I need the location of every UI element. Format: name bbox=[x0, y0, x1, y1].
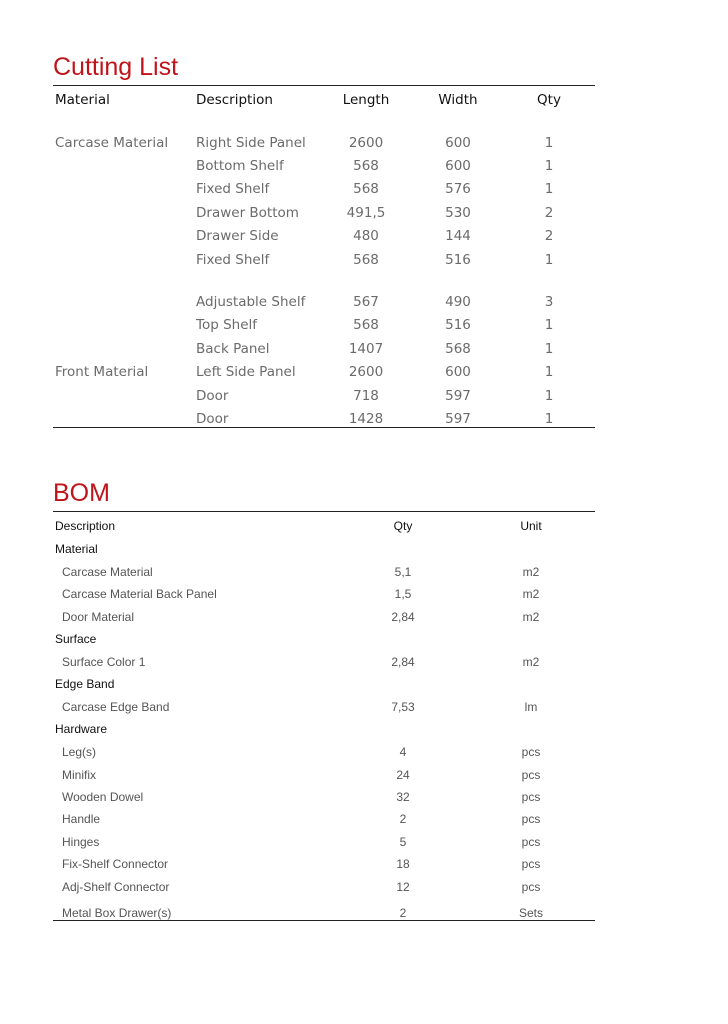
bom-cell-qty: 12 bbox=[396, 880, 410, 894]
bom-item-row bbox=[53, 808, 595, 830]
cell-length: 568 bbox=[353, 181, 379, 197]
bom-cell-unit: pcs bbox=[521, 812, 541, 826]
bom-cell-unit: lm bbox=[524, 700, 538, 714]
cell-width: 576 bbox=[445, 181, 471, 197]
cell-length: 568 bbox=[353, 252, 379, 268]
cell-width: 490 bbox=[445, 294, 471, 310]
cell-width: 516 bbox=[445, 317, 471, 333]
header-description: Description bbox=[196, 92, 273, 108]
table-row bbox=[53, 178, 595, 201]
cell-width: 600 bbox=[445, 364, 471, 380]
cell-description: Bottom Shelf bbox=[196, 158, 284, 174]
bom-cell-description: Leg(s) bbox=[62, 745, 97, 759]
bom-title: BOM bbox=[53, 479, 110, 507]
cell-width: 597 bbox=[445, 388, 471, 404]
bom-top-rule bbox=[53, 511, 595, 512]
bom-header-qty: Qty bbox=[393, 519, 413, 533]
bom-cell-unit: pcs bbox=[521, 768, 541, 782]
bom-cell-unit: Sets bbox=[518, 906, 543, 920]
bom-category-row bbox=[53, 718, 595, 740]
cell-qty: 1 bbox=[544, 388, 554, 404]
cell-description: Drawer Bottom bbox=[196, 205, 299, 221]
cell-length: 568 bbox=[353, 317, 379, 333]
header-material: Material bbox=[55, 92, 110, 108]
bom-cell-qty: 5,1 bbox=[394, 565, 412, 579]
cell-length: 1407 bbox=[348, 341, 384, 357]
bom-cell-qty: 2,84 bbox=[391, 655, 415, 669]
cell-description: Door bbox=[196, 411, 229, 427]
bom-item-row bbox=[53, 583, 595, 605]
cell-width: 568 bbox=[445, 341, 471, 357]
bom-cell-unit: pcs bbox=[521, 745, 541, 759]
cell-qty: 1 bbox=[544, 411, 554, 427]
bom-cell-description: Wooden Dowel bbox=[62, 790, 144, 804]
cutting-list-header bbox=[53, 89, 595, 112]
bom-cell-unit: pcs bbox=[521, 790, 541, 804]
cell-qty: 1 bbox=[544, 364, 554, 380]
cell-width: 600 bbox=[445, 135, 471, 151]
bom-cell-description: Adj-Shelf Connector bbox=[62, 880, 170, 894]
cell-qty: 2 bbox=[544, 205, 554, 221]
bom-cell-unit: m2 bbox=[522, 587, 540, 601]
cell-length: 2600 bbox=[348, 135, 384, 151]
bom-item-row bbox=[53, 561, 595, 583]
cutting-list-title: Cutting List bbox=[53, 53, 179, 81]
cell-length: 718 bbox=[353, 388, 379, 404]
bom-cell-description: Carcase Edge Band bbox=[62, 700, 170, 714]
cell-qty: 2 bbox=[544, 228, 554, 244]
bom-cell-qty: 7,53 bbox=[391, 700, 415, 714]
bom-cell-unit: m2 bbox=[522, 610, 540, 624]
cell-length: 1428 bbox=[348, 411, 384, 427]
cell-qty: 1 bbox=[544, 341, 554, 357]
bom-cell-qty: 18 bbox=[396, 857, 410, 871]
cell-qty: 1 bbox=[544, 181, 554, 197]
bom-item-row bbox=[53, 741, 595, 763]
bom-item-row bbox=[53, 831, 595, 853]
bom-cell-description: Surface Color 1 bbox=[62, 655, 146, 669]
bom-cell-unit: m2 bbox=[522, 565, 540, 579]
cutting-list-bottom-rule bbox=[53, 427, 595, 428]
bom-cell-qty: 4 bbox=[399, 745, 407, 759]
cutting-list-top-rule bbox=[53, 85, 595, 86]
cell-description: Right Side Panel bbox=[196, 135, 306, 151]
bom-item-row bbox=[53, 696, 595, 718]
table-row bbox=[53, 202, 595, 225]
bom-item-row bbox=[53, 606, 595, 628]
table-row bbox=[53, 291, 595, 314]
bom-cell-qty: 1,5 bbox=[394, 587, 412, 601]
bom-cell-qty: 2 bbox=[399, 906, 407, 920]
table-row bbox=[53, 249, 595, 272]
cell-width: 516 bbox=[445, 252, 471, 268]
cell-width: 597 bbox=[445, 411, 471, 427]
cell-width: 144 bbox=[445, 228, 471, 244]
bom-cell-description: Hardware bbox=[55, 722, 108, 736]
cell-qty: 1 bbox=[544, 135, 554, 151]
bom-item-row bbox=[53, 651, 595, 673]
bom-cell-description: Surface bbox=[55, 632, 97, 646]
cell-description: Fixed Shelf bbox=[196, 181, 270, 197]
bom-header-description: Description bbox=[55, 519, 116, 533]
bom-cell-description: Carcase Material Back Panel bbox=[62, 587, 217, 601]
table-row bbox=[53, 225, 595, 248]
header-width: Width bbox=[438, 92, 478, 108]
cell-qty: 3 bbox=[544, 294, 554, 310]
bom-cell-qty: 2,84 bbox=[391, 610, 415, 624]
bom-cell-description: Hinges bbox=[62, 835, 100, 849]
table-row bbox=[53, 155, 595, 178]
bom-cell-description: Carcase Material bbox=[62, 565, 153, 579]
bom-cell-unit: pcs bbox=[521, 835, 541, 849]
bom-header-unit: Unit bbox=[520, 519, 542, 533]
table-row bbox=[53, 338, 595, 361]
bom-cell-description: Minifix bbox=[62, 768, 97, 782]
cell-width: 600 bbox=[445, 158, 471, 174]
cell-qty: 1 bbox=[544, 317, 554, 333]
bom-item-row bbox=[53, 764, 595, 786]
bom-cell-qty: 2 bbox=[399, 812, 407, 826]
bom-header bbox=[53, 515, 595, 537]
cell-qty: 1 bbox=[544, 158, 554, 174]
table-row bbox=[53, 385, 595, 408]
cell-description: Top Shelf bbox=[196, 317, 258, 333]
bom-cell-qty: 5 bbox=[399, 835, 407, 849]
bom-cell-unit: m2 bbox=[522, 655, 540, 669]
cell-description: Fixed Shelf bbox=[196, 252, 270, 268]
cell-length: 491,5 bbox=[346, 205, 386, 221]
cell-qty: 1 bbox=[544, 252, 554, 268]
bom-category-row bbox=[53, 673, 595, 695]
cell-description: Door bbox=[196, 388, 229, 404]
table-row bbox=[53, 361, 595, 384]
table-row bbox=[53, 314, 595, 337]
cell-description: Adjustable Shelf bbox=[196, 294, 306, 310]
bom-category-row bbox=[53, 538, 595, 560]
cell-length: 2600 bbox=[348, 364, 384, 380]
header-length: Length bbox=[342, 92, 390, 108]
cell-length: 567 bbox=[353, 294, 379, 310]
bom-cell-description: Handle bbox=[62, 812, 101, 826]
cell-material: Front Material bbox=[55, 364, 149, 380]
cell-width: 530 bbox=[445, 205, 471, 221]
bom-bottom-rule bbox=[53, 920, 595, 921]
bom-cell-unit: pcs bbox=[521, 857, 541, 871]
bom-cell-description: Metal Box Drawer(s) bbox=[62, 906, 172, 920]
bom-cell-qty: 32 bbox=[396, 790, 410, 804]
bom-item-row bbox=[53, 853, 595, 875]
cell-material: Carcase Material bbox=[55, 135, 169, 151]
bom-category-row bbox=[53, 628, 595, 650]
cell-description: Back Panel bbox=[196, 341, 270, 357]
bom-cell-qty: 24 bbox=[396, 768, 410, 782]
bom-item-row bbox=[53, 876, 595, 898]
cell-description: Left Side Panel bbox=[196, 364, 296, 380]
bom-cell-description: Material bbox=[55, 542, 98, 556]
bom-cell-description: Edge Band bbox=[55, 677, 115, 691]
bom-cell-unit: pcs bbox=[521, 880, 541, 894]
cell-length: 568 bbox=[353, 158, 379, 174]
cell-description: Drawer Side bbox=[196, 228, 279, 244]
header-qty: Qty bbox=[537, 92, 561, 108]
table-row bbox=[53, 132, 595, 155]
bom-cell-description: Fix-Shelf Connector bbox=[62, 857, 169, 871]
bom-cell-description: Door Material bbox=[62, 610, 135, 624]
bom-item-row bbox=[53, 786, 595, 808]
cell-length: 480 bbox=[353, 228, 379, 244]
